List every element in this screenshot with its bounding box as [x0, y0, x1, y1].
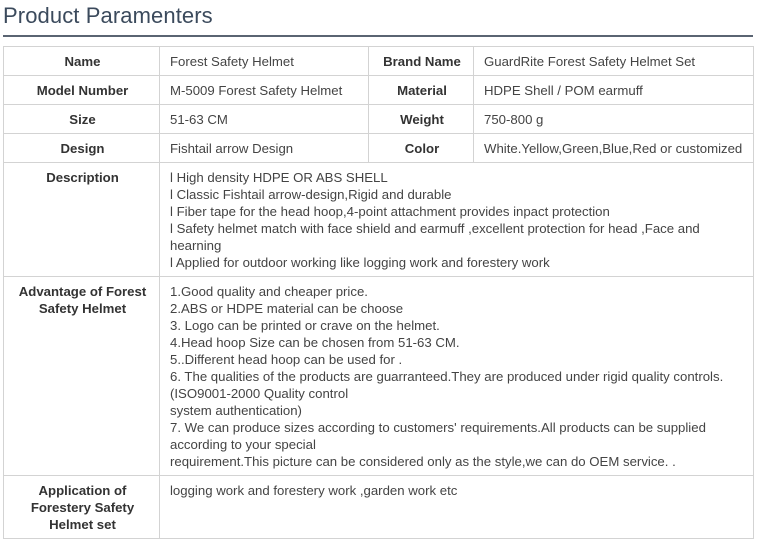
advantage-line: requirement.This picture can be considered only as the style,we can do OEM service. . [170, 454, 676, 469]
model-value: M-5009 Forest Safety Helmet [160, 76, 369, 105]
description-label: Description [4, 163, 160, 277]
application-label: Application of Forestery Safety Helmet set [4, 476, 160, 539]
advantage-line: 4.Head hoop Size can be chosen from 51-63 CM. [170, 335, 460, 350]
size-value: 51-63 CM [160, 105, 369, 134]
product-parameters-table [3, 46, 754, 539]
name-value: Forest Safety Helmet [160, 47, 369, 76]
table-row [4, 47, 754, 76]
table-row [4, 134, 754, 163]
table-row [4, 76, 754, 105]
advantage-line: 5..Different head hoop can be used for . [170, 352, 403, 367]
name-label: Name [4, 47, 160, 76]
size-label: Size [4, 105, 160, 134]
description-line: l High density HDPE OR ABS SHELL [170, 170, 388, 185]
description-line: l Classic Fishtail arrow-design,Rigid and durable [170, 187, 452, 202]
material-label: Material [369, 76, 474, 105]
description-line: l Fiber tape for the head hoop,4-point attachment provides inpact protection [170, 204, 610, 219]
application-value: logging work and forestery work ,garden work etc [160, 476, 754, 539]
page-title: Product Paramenters [3, 3, 213, 28]
advantage-line: 7. We can produce sizes according to customers' requirements.All products can be supplied according to your special [170, 420, 706, 452]
model-label: Model Number [4, 76, 160, 105]
description-value [160, 163, 754, 277]
title-divider [3, 35, 753, 37]
advantage-value [160, 277, 754, 476]
brand-label: Brand Name [369, 47, 474, 76]
design-value: Fishtail arrow Design [160, 134, 369, 163]
advantage-label: Advantage of Forest Safety Helmet [4, 277, 160, 476]
weight-label: Weight [369, 105, 474, 134]
advantage-line: 1.Good quality and cheaper price. [170, 284, 368, 299]
advantage-line: 6. The qualities of the products are guarranteed.They are produced under rigid quality controls. (ISO9001-2000 Quality control [170, 369, 724, 401]
advantage-line: 3. Logo can be printed or crave on the helmet. [170, 318, 440, 333]
brand-value: GuardRite Forest Safety Helmet Set [474, 47, 754, 76]
advantage-line: 2.ABS or HDPE material can be choose [170, 301, 404, 316]
table-row [4, 277, 754, 476]
color-label: Color [369, 134, 474, 163]
description-line: l Safety helmet match with face shield and earmuff ,excellent protection for head ,Face and hearning [170, 221, 700, 253]
table-row [4, 105, 754, 134]
table-row [4, 476, 754, 539]
table-row [4, 163, 754, 277]
design-label: Design [4, 134, 160, 163]
weight-value: 750-800 g [474, 105, 754, 134]
advantage-line: system authentication) [170, 403, 302, 418]
color-value: White.Yellow,Green,Blue,Red or customized [474, 134, 754, 163]
description-line: l Applied for outdoor working like logging work and forestery work [170, 255, 550, 270]
material-value: HDPE Shell / POM earmuff [474, 76, 754, 105]
